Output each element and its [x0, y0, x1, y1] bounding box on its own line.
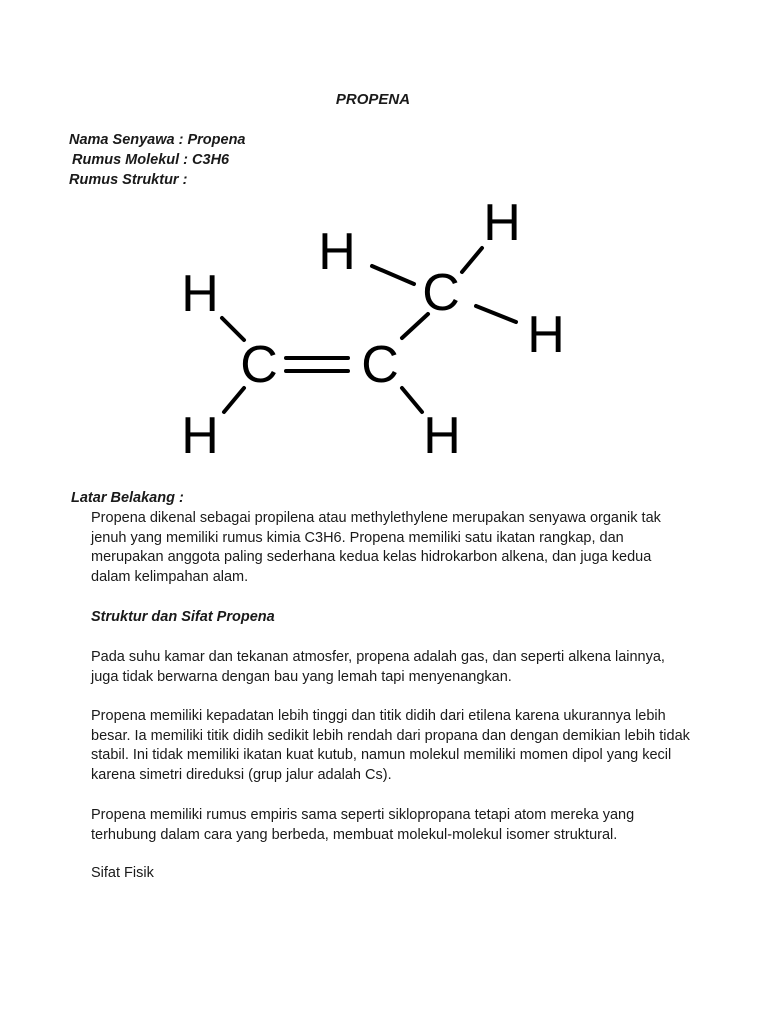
- structure-heading: Struktur dan Sifat Propena: [91, 609, 275, 625]
- page-title: PROPENA: [335, 91, 411, 108]
- paragraph-state: Pada suhu kamar dan tekanan atmosfer, propena adalah gas, dan seperti alkena lainnya, juga tidak berwarna dengan bau yang lemah tapi menyenangkan.: [91, 649, 665, 685]
- atom-c2: C: [361, 336, 399, 394]
- paragraph-density: Propena memiliki kepadatan lebih tinggi dan titik didih dari etilena karena ukurannya lebih besar. Ia memiliki titik didih sedikit lebih rendah dari propana dan dengan demikian lebih tidak stabil. Ini tidak memiliki ikatan kuat kutub, namun molekul memiliki momen dipol yang kecil karena simetri direduksi (grup jalur adalah Cs).: [91, 708, 690, 784]
- background-paragraph: Propena dikenal sebagai propilena atau methylethylene merupakan senyawa organik tak jenuh yang memiliki rumus kimia C3H6. Propena memiliki satu ikatan rangkap, dan merupakan anggota paling sederhana kedua kelas hidrokarbon alkena, dan juga kedua dalam kelimpahan alam.: [91, 510, 661, 586]
- paragraph-isomer: Propena memiliki rumus empiris sama seperti siklopropana tetapi atom mereka yang terhubung dalam cara yang berbeda, membuat molekul-molekul isomer struktural.: [91, 807, 635, 843]
- atom-h-top-right: H: [483, 194, 521, 252]
- compound-name: Nama Senyawa : Propena: [69, 132, 246, 148]
- atom-c3: C: [422, 264, 460, 322]
- bond-c3-h-right: [476, 306, 516, 322]
- atom-h-top-middle: H: [318, 223, 356, 281]
- molecular-formula: Rumus Molekul : C3H6: [72, 152, 230, 168]
- background-label: Latar Belakang :: [71, 490, 184, 506]
- physical-properties-heading: Sifat Fisik: [91, 865, 154, 881]
- bond-c3-h-top-middle: [372, 266, 414, 284]
- atom-h-bottom-middle: H: [423, 407, 461, 465]
- propene-structural-formula: [150, 190, 610, 470]
- bond-c2-h: [402, 388, 422, 412]
- atom-h-top-left: H: [181, 265, 219, 323]
- structural-formula-label: Rumus Struktur :: [69, 172, 188, 188]
- atom-c1: C: [240, 336, 278, 394]
- bond-c3-h-top-right: [462, 248, 482, 272]
- atom-h-bottom-left: H: [181, 407, 219, 465]
- atom-h-right: H: [527, 306, 565, 364]
